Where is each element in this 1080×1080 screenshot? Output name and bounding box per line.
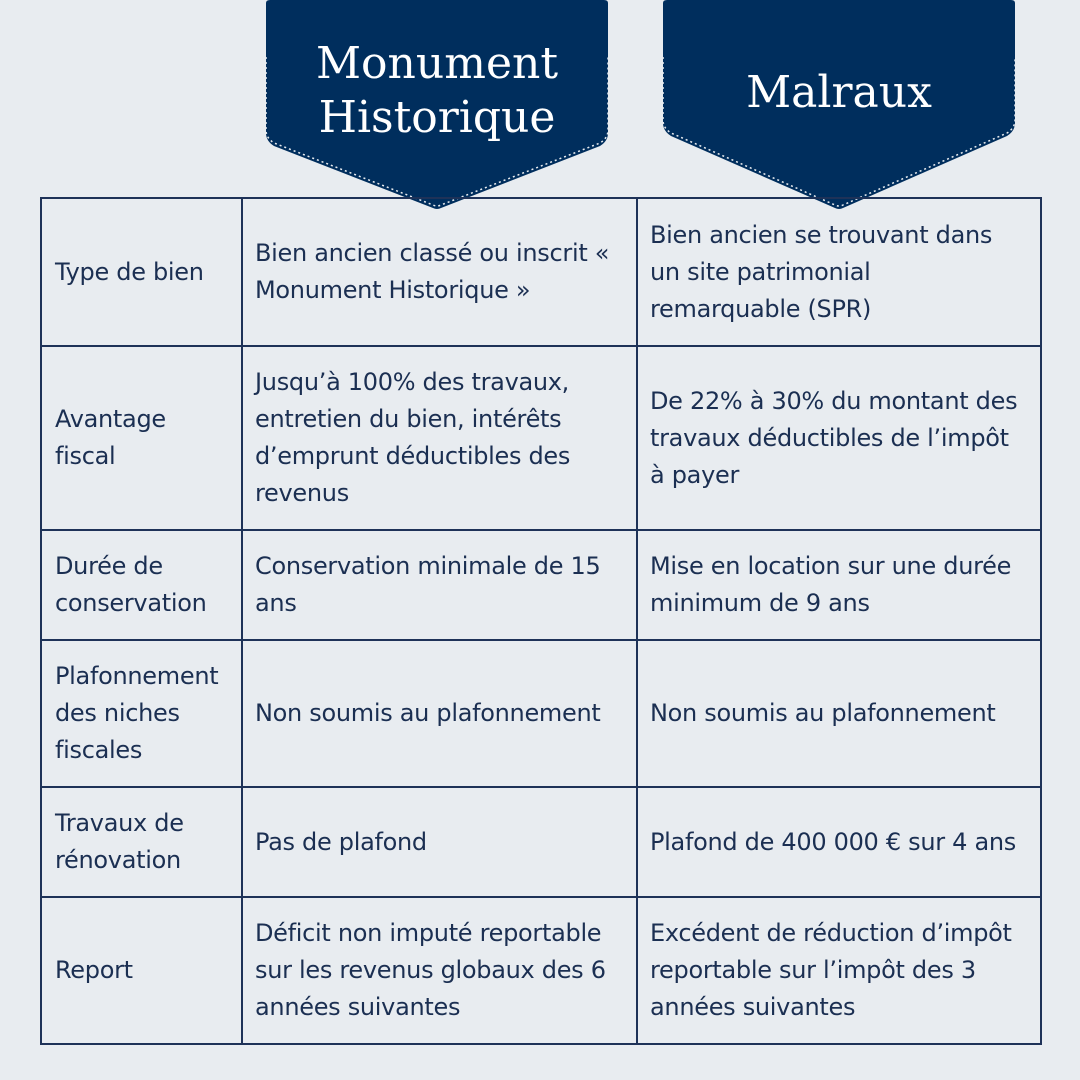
cell-malraux: Bien ancien se trouvant dans un site patrimonial remarquable (SPR) [637,198,1041,346]
column-title-malraux: Malraux [746,67,932,118]
column-header-malraux [662,0,1016,211]
cell-malraux: Excédent de réduction d’impôt reportable sur l’impôt des 3 années suivantes [637,897,1041,1044]
comparison-table [40,197,1042,1045]
cell-malraux: De 22% à 30% du montant des travaux déductibles de l’impôt à payer [637,346,1041,530]
row-label: Plafonnement des niches fiscales [41,640,242,787]
row-label: Report [41,897,242,1044]
row-label: Avantage fiscal [41,346,242,530]
table-row [41,530,1041,640]
row-label: Durée de conservation [41,530,242,640]
column-header-monument-historique [261,0,613,211]
cell-monument-historique: Non soumis au plafonnement [242,640,637,787]
cell-monument-historique: Déficit non imputé reportable sur les revenus globaux des 6 années suivantes [242,897,637,1044]
cell-malraux: Non soumis au plafonnement [637,640,1041,787]
table-row [41,346,1041,530]
cell-monument-historique: Conservation minimale de 15 ans [242,530,637,640]
row-label: Travaux de rénovation [41,787,242,897]
table-row [41,897,1041,1044]
table-row [41,787,1041,897]
cell-monument-historique: Jusqu’à 100% des travaux, entretien du bien, intérêts d’emprunt déductibles des revenus [242,346,637,530]
row-label: Type de bien [41,198,242,346]
cell-malraux: Plafond de 400 000 € sur 4 ans [637,787,1041,897]
column-title-monument-historique: Monument Historique [316,38,558,143]
table-row [41,640,1041,787]
cell-malraux: Mise en location sur une durée minimum de 9 ans [637,530,1041,640]
cell-monument-historique: Pas de plafond [242,787,637,897]
cell-monument-historique: Bien ancien classé ou inscrit « Monument Historique » [242,198,637,346]
table-row [41,198,1041,346]
